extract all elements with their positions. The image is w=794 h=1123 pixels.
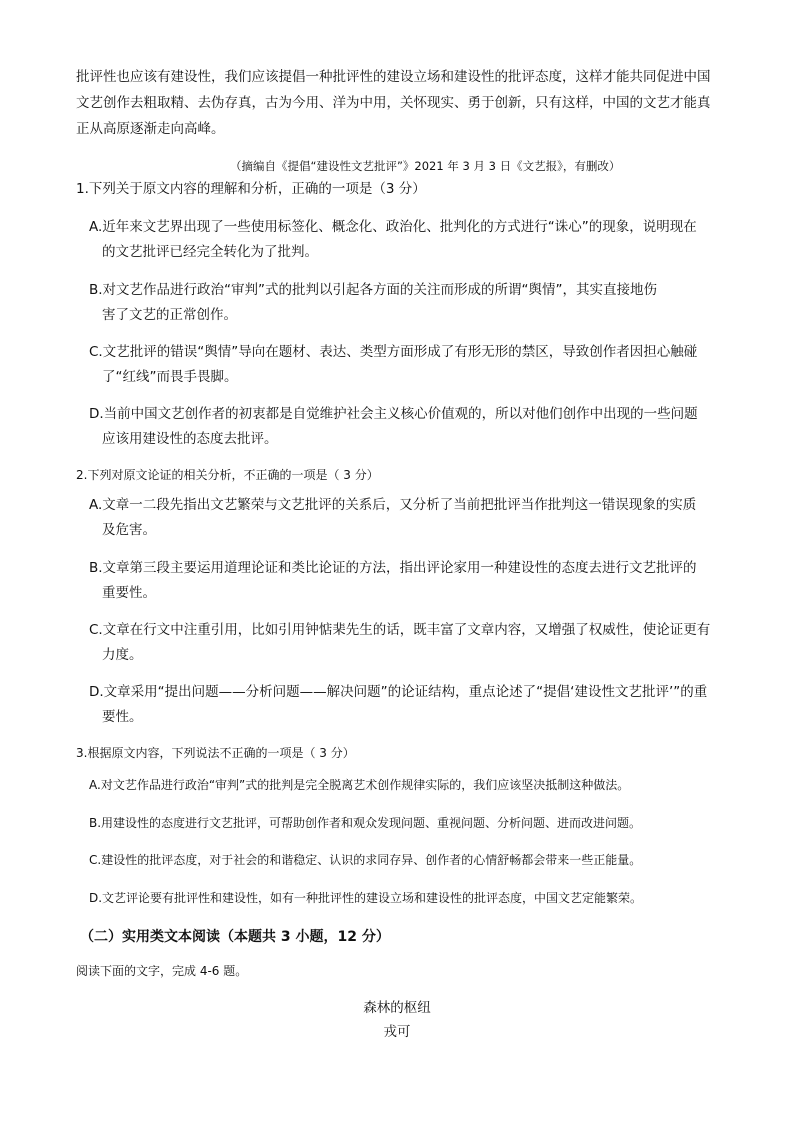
section-heading: （二）实用类文本阅读（本题共 3 小题，12 分） <box>80 929 390 945</box>
q2-option-b-cont: 重要性。 <box>102 585 156 601</box>
q3-option-b: B.用建设性的态度进行文艺批评，可帮助创作者和观众发现问题、重视问题、分析问题、进而改进问题。 <box>89 816 642 830</box>
q2-option-c-cont: 力度。 <box>102 647 143 663</box>
q2-option-c: C.文章在行文中注重引用，比如引用钟惦棐先生的话，既丰富了文章内容，又增强了权威性，使论证更有 <box>89 622 711 638</box>
q2-option-d-cont: 要性。 <box>102 709 143 725</box>
q3-option-d: D.文艺评论要有批评性和建设性，如有一种批评性的建设立场和建设性的批评态度，中国文艺定能繁荣。 <box>89 891 643 905</box>
q1-option-d-cont: 应该用建设性的态度去批评。 <box>102 431 278 447</box>
q2-stem: 2.下列对原文论证的相关分析，不正确的一项是（ 3 分） <box>76 468 379 482</box>
q2-option-a-cont: 及危害。 <box>102 522 156 538</box>
q1-option-c-cont: 了“红线”而畏手畏脚。 <box>102 369 238 385</box>
q3-option-a: A.对文艺作品进行政治“审判”式的批判是完全脱离艺术创作规律实际的，我们应该坚决抵制这种做法。 <box>89 778 630 792</box>
q1-stem: 1.下列关于原文内容的理解和分析，正确的一项是（3 分） <box>76 181 426 197</box>
intro-line-2: 文艺创作去粗取精、去伪存真，古为今用、洋为中用，关怀现实、勇于创新，只有这样，中国的文艺才能真 <box>76 95 711 111</box>
q1-option-b: B.对文艺作品进行政治“审判”式的批判以引起各方面的关注而形成的所谓“舆情”，其实直接地伤 <box>89 282 658 298</box>
q1-option-c: C.文艺批评的错误“舆情”导向在题材、表达、类型方面形成了有形无形的禁区，导致创作者因担心触碰 <box>89 344 698 360</box>
article-title: 森林的枢纽 <box>363 1000 431 1016</box>
reading-instruction: 阅读下面的文字，完成 4-6 题。 <box>76 964 248 978</box>
q1-option-a: A.近年来文艺界出现了一些使用标签化、概念化、政治化、批判化的方式进行“诛心”的现象，说明现在 <box>89 219 697 235</box>
source-citation: （摘编自《提倡“建设性文艺批评”》2021 年 3 月 3 日《文艺报》，有删改） <box>230 159 621 173</box>
q2-option-a: A.文章一二段先指出文艺繁荣与文艺批评的关系后，又分析了当前把批评当作批判这一错误现象的实质 <box>89 497 697 513</box>
q1-option-d: D.当前中国文艺创作者的初衷都是自觉维护社会主义核心价值观的，所以对他们创作中出现的一些问题 <box>89 406 698 422</box>
q3-option-c: C.建设性的批评态度，对于社会的和谐稳定、认识的求同存异、创作者的心情舒畅都会带来一些正能量。 <box>89 853 642 867</box>
q2-option-b: B.文章第三段主要运用道理论证和类比论证的方法，指出评论家用一种建设性的态度去进行文艺批评的 <box>89 560 697 576</box>
article-author: 戎可 <box>383 1024 411 1040</box>
intro-line-1: 批评性也应该有建设性，我们应该提倡一种批评性的建设立场和建设性的批评态度，这样才能共同促进中国 <box>76 69 711 85</box>
q1-option-a-cont: 的文艺批评已经完全转化为了批判。 <box>102 244 318 260</box>
intro-line-3: 正从高原逐渐走向高峰。 <box>76 121 225 137</box>
q3-stem: 3.根据原文内容，下列说法不正确的一项是（ 3 分） <box>76 746 355 760</box>
q1-option-b-cont: 害了文艺的正常创作。 <box>102 307 237 323</box>
q2-option-d: D.文章采用“提出问题——分析问题——解决问题”的论证结构，重点论述了“提倡‘建设性文艺批评’”的重 <box>89 684 708 700</box>
